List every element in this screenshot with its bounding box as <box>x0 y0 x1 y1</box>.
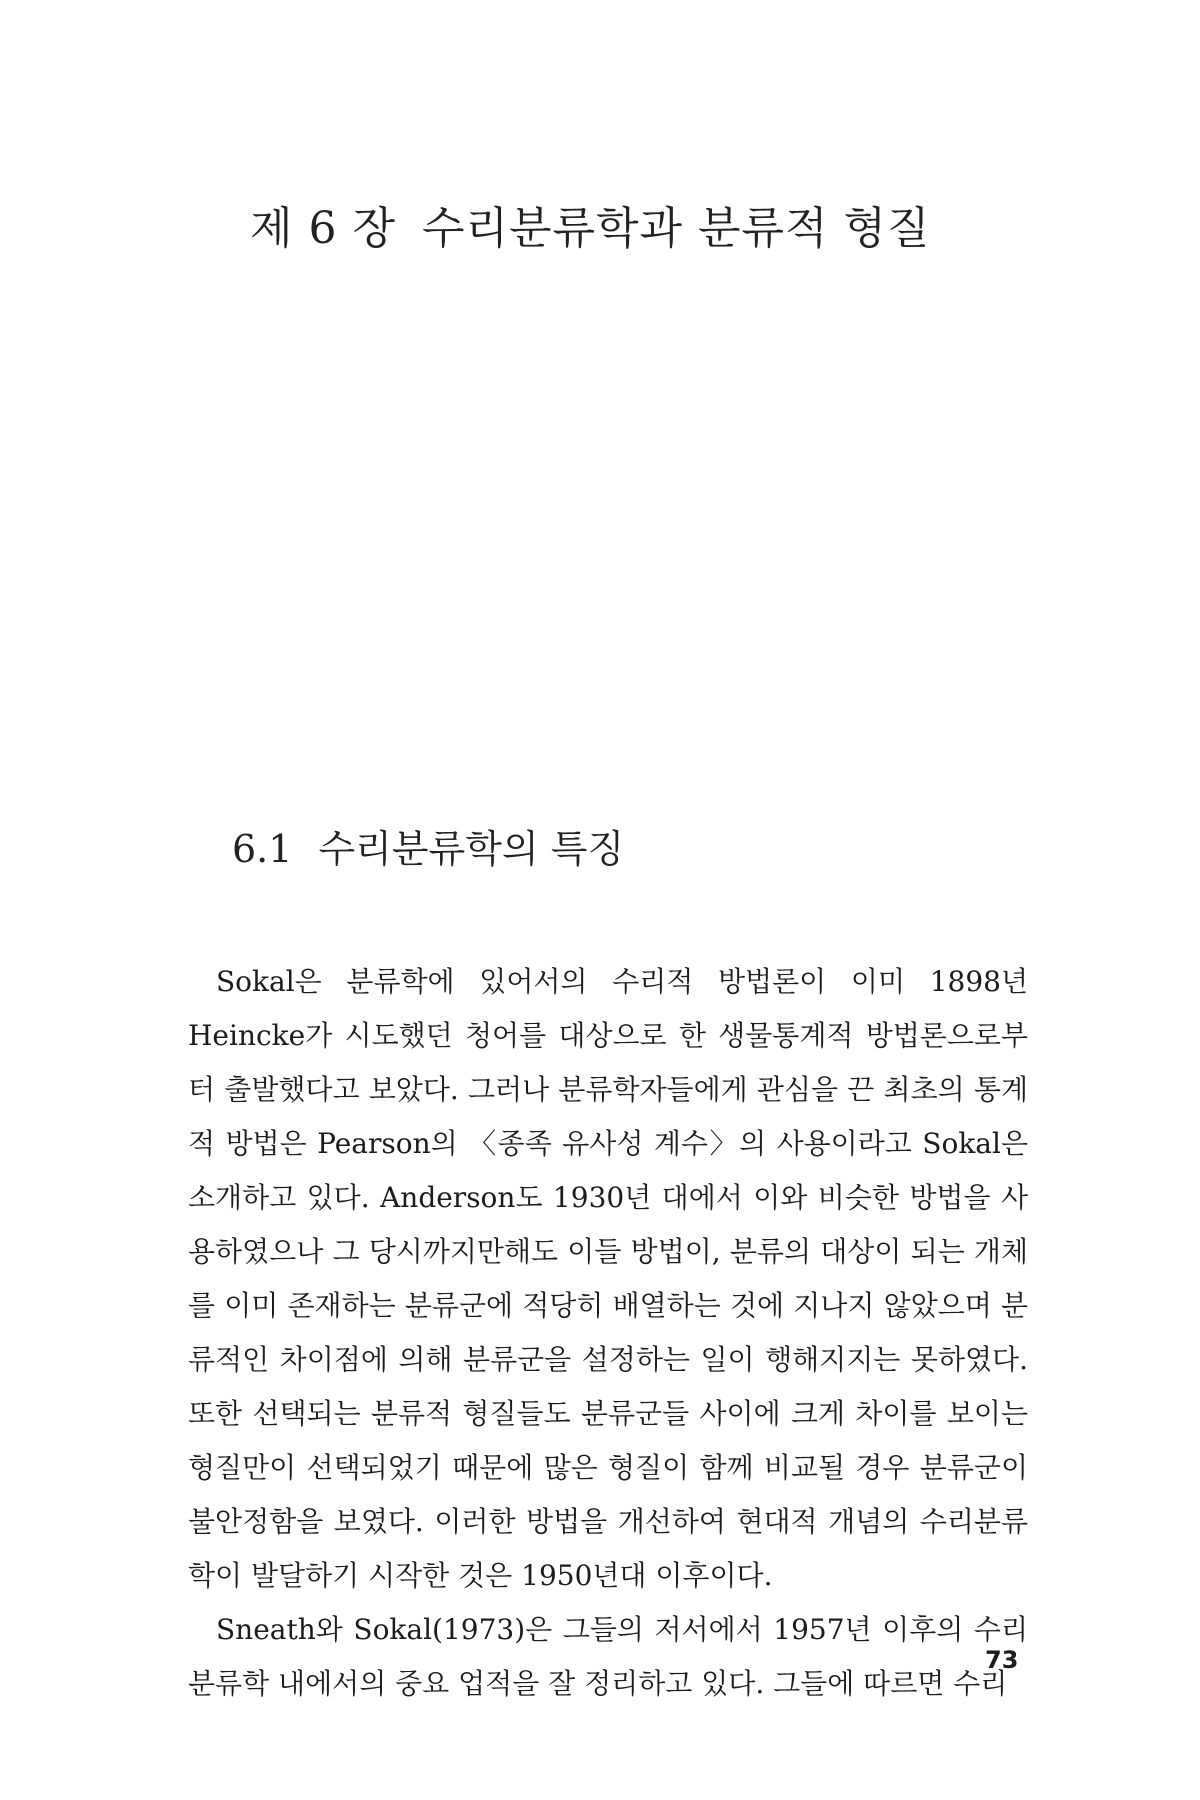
body-text <box>188 955 1028 1711</box>
chapter-title <box>250 192 950 256</box>
chapter-number: 제 6 장 <box>250 203 396 254</box>
page-number: 73 <box>985 1646 1019 1674</box>
section-number: 6.1 <box>232 827 293 871</box>
section-title-text: 수리분류학의 특징 <box>318 827 625 871</box>
chapter-title-text: 수리분류학과 분류적 형질 <box>421 203 931 254</box>
paragraph-2: Sneath와 Sokal(1973)은 그들의 저서에서 1957년 이후의 수리분류학 내에서의 중요 업적을 잘 정리하고 있다. 그들에 따르면 수리 <box>188 1613 1028 1700</box>
paragraph-1: Sokal은 분류학에 있어서의 수리적 방법론이 이미 1898년 Heincke가 시도했던 청어를 대상으로 한 생물통계적 방법론으로부터 출발했다고 보았다. 그러나 분류학자들에게 관심을 끈 최초의 통계적 방법은 Pearson의 〈종족 유사성 계수〉의 사용이라고 Sokal은 소개하고 있다. Anderson도 1930년 대에서 이와 비슷한 방법을 사용하였으나 그 당시까지만해도 이들 방법이, 분류의 대상이 되는 개체를 이미 존재하는 분류군에 적당히 배열하는 것에 지나지 않았으며 분류적인 차이점에 의해 분류군을 설정하는 일이 행해지지는 못하였다. 또한 선택되는 분류적 형질들도 분류군들 사이에 크게 차이를 보이는 형질만이 선택되었기 때문에 많은 형질이 함께 비교될 경우 분류군이 불안정함을 보였다. 이러한 방법을 개선하여 현대적 개념의 수리분류학이 발달하기 시작한 것은 1950년대 이후이다. <box>188 965 1028 1592</box>
section-title <box>232 818 624 873</box>
